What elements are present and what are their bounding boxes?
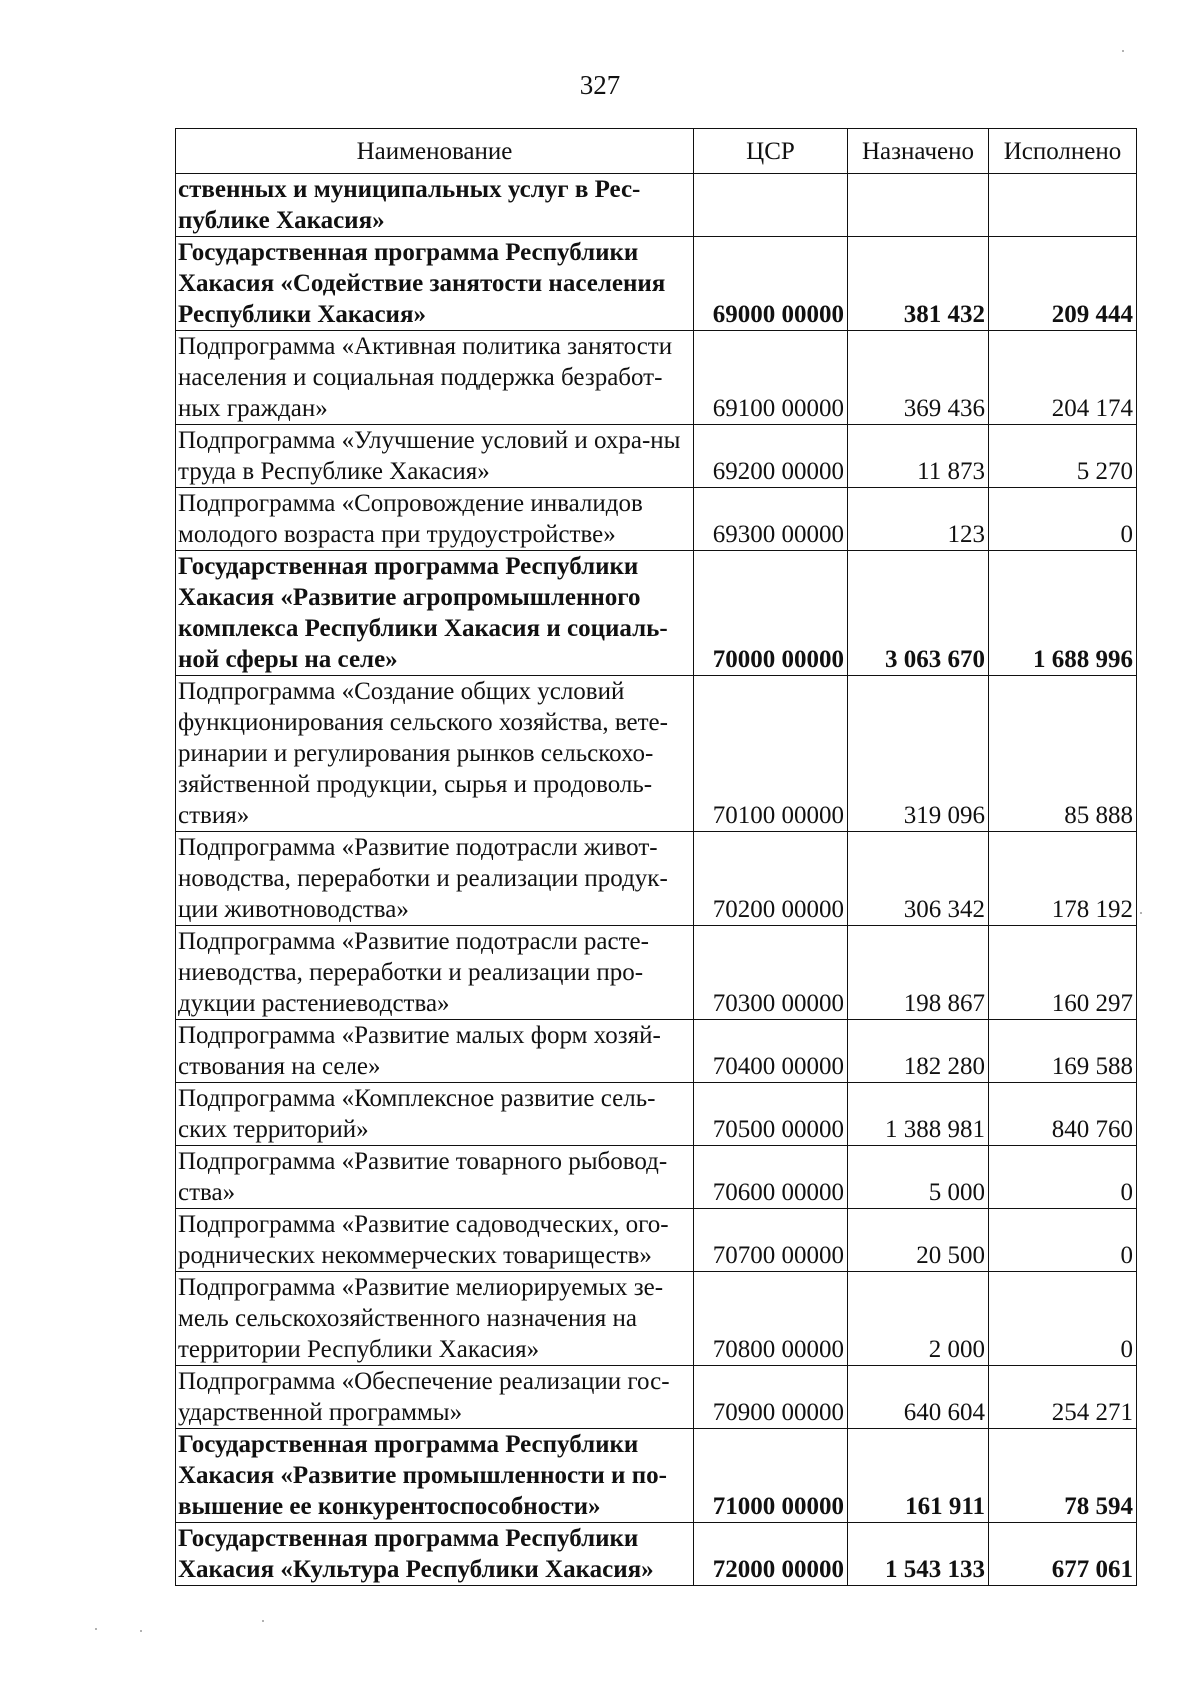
scan-speck <box>1140 912 1142 914</box>
cell-assigned: 1 388 981 <box>848 1083 989 1146</box>
scan-speck <box>262 1620 264 1622</box>
budget-table <box>175 128 1137 1586</box>
table-row <box>176 676 1137 832</box>
table-row <box>176 174 1137 237</box>
table-row <box>176 1146 1137 1209</box>
table-row <box>176 331 1137 425</box>
cell-executed: 169 588 <box>989 1020 1137 1083</box>
cell-executed: 840 760 <box>989 1083 1137 1146</box>
cell-csr: 70500 00000 <box>694 1083 848 1146</box>
scan-speck <box>95 1628 97 1630</box>
page-number: 327 <box>579 70 621 100</box>
cell-name: ственных и муниципальных услуг в Рес-публике Хакасия» <box>176 174 694 237</box>
cell-name: Подпрограмма «Улучшение условий и охра-ны труда в Республике Хакасия» <box>176 425 694 488</box>
cell-assigned <box>848 174 989 237</box>
header-name: Наименование <box>176 129 694 174</box>
cell-executed: 254 271 <box>989 1366 1137 1429</box>
cell-assigned: 381 432 <box>848 237 989 331</box>
cell-csr <box>694 174 848 237</box>
cell-executed: 209 444 <box>989 237 1137 331</box>
cell-assigned: 640 604 <box>848 1366 989 1429</box>
table-row <box>176 488 1137 551</box>
cell-assigned: 2 000 <box>848 1272 989 1366</box>
cell-assigned: 182 280 <box>848 1020 989 1083</box>
cell-name: Государственная программа Республики Хакасия «Развитие промышленности и по-вышение ее конкурентоспособности» <box>176 1429 694 1523</box>
table-row <box>176 551 1137 676</box>
table-row <box>176 926 1137 1020</box>
cell-csr: 70300 00000 <box>694 926 848 1020</box>
table-row <box>176 1020 1137 1083</box>
cell-executed: 1 688 996 <box>989 551 1137 676</box>
header-csr: ЦСР <box>694 129 848 174</box>
table-row <box>176 1209 1137 1272</box>
cell-executed <box>989 174 1137 237</box>
cell-assigned: 319 096 <box>848 676 989 832</box>
cell-assigned: 3 063 670 <box>848 551 989 676</box>
cell-csr: 69300 00000 <box>694 488 848 551</box>
cell-name: Подпрограмма «Развитие подотрасли живот-новодства, переработки и реализации продук-ции животноводства» <box>176 832 694 926</box>
cell-name: Подпрограмма «Развитие мелиорируемых зе-мель сельскохозяйственного назначения на территории Республики Хакасия» <box>176 1272 694 1366</box>
cell-assigned: 161 911 <box>848 1429 989 1523</box>
table-row <box>176 1523 1137 1586</box>
cell-name: Подпрограмма «Создание общих условий функционирования сельского хозяйства, вете-ринарии и регулирования рынков сельскохо-зяйственной продукции, сырья и продоволь-ствия» <box>176 676 694 832</box>
cell-assigned: 20 500 <box>848 1209 989 1272</box>
cell-csr: 71000 00000 <box>694 1429 848 1523</box>
cell-executed: 78 594 <box>989 1429 1137 1523</box>
cell-executed: 0 <box>989 1209 1137 1272</box>
cell-name: Подпрограмма «Развитие малых форм хозяй-ствования на селе» <box>176 1020 694 1083</box>
cell-name: Подпрограмма «Развитие садоводческих, ого-роднических некоммерческих товариществ» <box>176 1209 694 1272</box>
cell-name: Подпрограмма «Развитие товарного рыбовод-ства» <box>176 1146 694 1209</box>
cell-executed: 0 <box>989 488 1137 551</box>
cell-name: Подпрограмма «Развитие подотрасли расте-ниеводства, переработки и реализации про-дукции растениеводства» <box>176 926 694 1020</box>
cell-csr: 69200 00000 <box>694 425 848 488</box>
header-assigned: Назначено <box>848 129 989 174</box>
table-body <box>176 174 1137 1586</box>
cell-assigned: 198 867 <box>848 926 989 1020</box>
cell-executed: 0 <box>989 1146 1137 1209</box>
cell-executed: 5 270 <box>989 425 1137 488</box>
cell-executed: 160 297 <box>989 926 1137 1020</box>
table-row <box>176 237 1137 331</box>
cell-csr: 70200 00000 <box>694 832 848 926</box>
table-row <box>176 832 1137 926</box>
cell-assigned: 11 873 <box>848 425 989 488</box>
cell-csr: 70600 00000 <box>694 1146 848 1209</box>
cell-name: Государственная программа Республики Хакасия «Развитие агропромышленного комплекса Республики Хакасия и социаль-ной сферы на селе» <box>176 551 694 676</box>
cell-csr: 70400 00000 <box>694 1020 848 1083</box>
cell-executed: 85 888 <box>989 676 1137 832</box>
cell-csr: 70000 00000 <box>694 551 848 676</box>
cell-csr: 70100 00000 <box>694 676 848 832</box>
cell-name: Государственная программа Республики Хакасия «Содействие занятости населения Республики Хакасия» <box>176 237 694 331</box>
cell-csr: 70700 00000 <box>694 1209 848 1272</box>
cell-csr: 70900 00000 <box>694 1366 848 1429</box>
cell-executed: 178 192 <box>989 832 1137 926</box>
cell-csr: 72000 00000 <box>694 1523 848 1586</box>
cell-executed: 204 174 <box>989 331 1137 425</box>
header-executed: Исполнено <box>989 129 1137 174</box>
cell-name: Государственная программа Республики Хакасия «Культура Республики Хакасия» <box>176 1523 694 1586</box>
cell-executed: 0 <box>989 1272 1137 1366</box>
table-row <box>176 1429 1137 1523</box>
cell-name: Подпрограмма «Комплексное развитие сель-ских территорий» <box>176 1083 694 1146</box>
table-row <box>176 1272 1137 1366</box>
scan-speck <box>1122 50 1124 52</box>
cell-assigned: 5 000 <box>848 1146 989 1209</box>
cell-csr: 69000 00000 <box>694 237 848 331</box>
cell-assigned: 123 <box>848 488 989 551</box>
table-row <box>176 1083 1137 1146</box>
cell-name: Подпрограмма «Сопровождение инвалидов молодого возраста при трудоустройстве» <box>176 488 694 551</box>
table-row <box>176 1366 1137 1429</box>
cell-csr: 69100 00000 <box>694 331 848 425</box>
cell-csr: 70800 00000 <box>694 1272 848 1366</box>
cell-executed: 677 061 <box>989 1523 1137 1586</box>
table-row <box>176 425 1137 488</box>
cell-assigned: 306 342 <box>848 832 989 926</box>
table-header-row <box>176 129 1137 174</box>
cell-name: Подпрограмма «Обеспечение реализации гос-ударственной программы» <box>176 1366 694 1429</box>
cell-assigned: 369 436 <box>848 331 989 425</box>
cell-assigned: 1 543 133 <box>848 1523 989 1586</box>
scan-speck <box>140 1630 142 1632</box>
cell-name: Подпрограмма «Активная политика занятости населения и социальная поддержка безработ-ных граждан» <box>176 331 694 425</box>
